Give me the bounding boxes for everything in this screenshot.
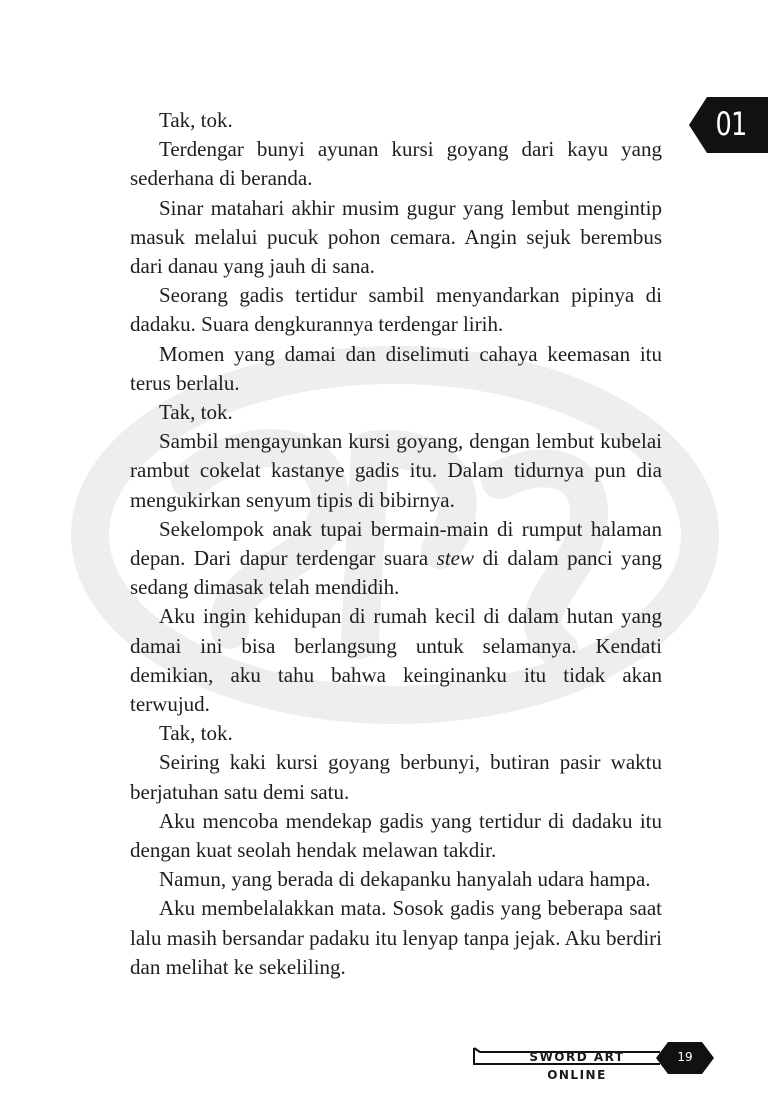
paragraph: Tak, tok. <box>159 108 233 132</box>
text-segment: di dalam panci yang sedang dimasak telah mendidih. <box>130 546 662 600</box>
paragraph: Seorang gadis tertidur sambil menyandarkan pipinya di dadaku. Suara dengkurannya terdengar lirih. <box>130 283 662 337</box>
paragraph: Aku membelalakkan mata. Sosok gadis yang beberapa saat lalu masih bersandar padaku itu lenyap tanpa jejak. Aku berdiri dan melihat ke sekeliling. <box>130 896 662 979</box>
book-title: SWORD ART ONLINE <box>529 1050 625 1082</box>
paragraph: Seiring kaki kursi goyang berbunyi, butiran pasir waktu berjatuhan satu demi satu. <box>130 750 662 804</box>
paragraph-stew <box>130 515 662 603</box>
paragraph: Sinar matahari akhir musim gugur yang lembut mengintip masuk melalui pucuk pohon cemara. Angin sejuk berembus dari danau yang jauh di sana. <box>130 195 662 279</box>
paragraph: Momen yang damai dan diselimuti cahaya keemasan itu terus berlalu. <box>130 341 662 395</box>
body-text <box>130 106 662 982</box>
chapter-badge <box>689 97 768 153</box>
paragraph: Sambil mengayunkan kursi goyang, dengan lembut kubelai rambut cokelat kastanye gadis itu. Dalam tidurnya pun dia mengukirkan senyum tipis di bibirnya. <box>130 429 662 512</box>
page-number: 19 <box>677 1050 693 1064</box>
paragraph: Aku mencoba mendekap gadis yang tertidur di dadaku itu dengan kuat seolah hendak melawan takdir. <box>130 808 662 863</box>
page-footer <box>470 1040 718 1082</box>
italic-word: stew <box>436 546 474 571</box>
paragraph: Tak, tok. <box>159 721 233 746</box>
paragraph: Tak, tok. <box>159 400 233 425</box>
paragraph: Terdengar bunyi ayunan kursi goyang dari kayu yang sederhana di beranda. <box>130 137 662 191</box>
paragraph: Namun, yang berada di dekapanku hanyalah udara hampa. <box>159 867 651 892</box>
paragraph: Aku ingin kehidupan di rumah kecil di dalam hutan yang damai ini bisa berlangsung untuk selamanya. Kendati demikian, aku tahu bahwa keinginanku itu tidak akan terwujud. <box>130 604 662 717</box>
chapter-number: 01 <box>715 105 747 143</box>
text-segment: Sekelompok anak tupai bermain-main di rumput halaman depan. Dari dapur terdengar suara <box>130 516 662 571</box>
